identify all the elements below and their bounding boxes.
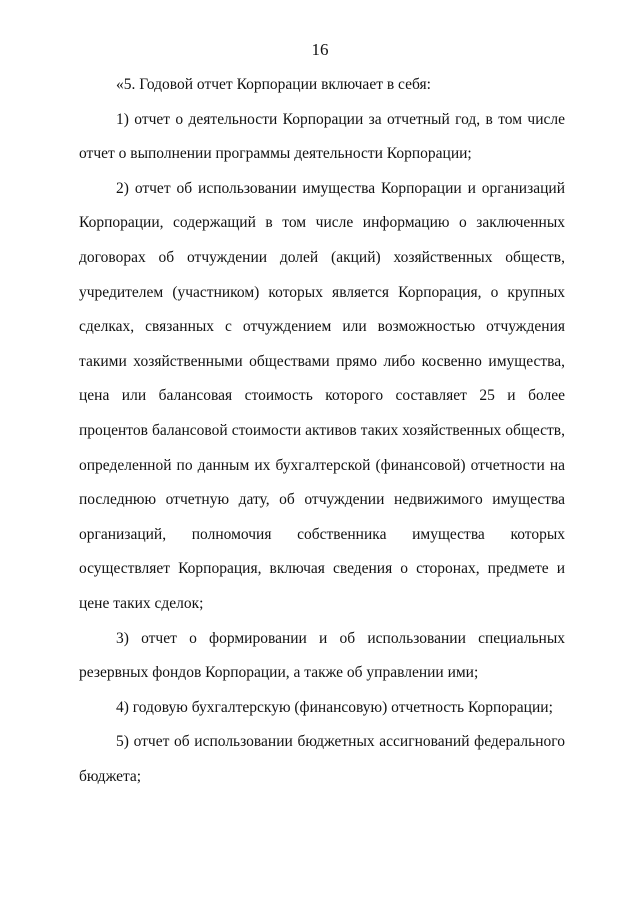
paragraph-item-2: 2) отчет об использовании имущества Корпорации и организаций Корпорации, содержащий в том числе информацию о заключенных договорах об отчуждении долей (акций) хозяйственных обществ, учредителем (участником) которых является Корпорация, о крупных сделках, связанных с отчуждением или возможностью отчуждения такими хозяйственными обществами прямо либо косвенно имущества, цена или балансовая стоимость которого составляет 25 и более процентов балансовой стоимости активов таких хозяйственных обществ, определенной по данным их бухгалтерской (финансовой) отчетности на последнюю отчетную дату, об отчуждении недвижимого имущества организаций, полномочия собственника имущества которых осуществляет Корпорация, включая сведения о сторонах, предмете и цене таких сделок; <box>79 179 565 612</box>
paragraph-item-4: 4) годовую бухгалтерскую (финансовую) отчетность Корпорации; <box>116 698 553 716</box>
document-body <box>79 68 565 794</box>
page-number: 16 <box>311 40 329 59</box>
paragraph-item-5: 5) отчет об использовании бюджетных ассигнований федерального бюджета; <box>79 733 565 785</box>
paragraph-item-1: 1) отчет о деятельности Корпорации за отчетный год, в том числе отчет о выполнении программы деятельности Корпорации; <box>79 110 565 163</box>
paragraph-intro: «5. Годовой отчет Корпорации включает в себя: <box>116 76 431 93</box>
paragraph-item-3: 3) отчет о формировании и об использовании специальных резервных фондов Корпорации, а также об управлении ими; <box>79 629 565 682</box>
